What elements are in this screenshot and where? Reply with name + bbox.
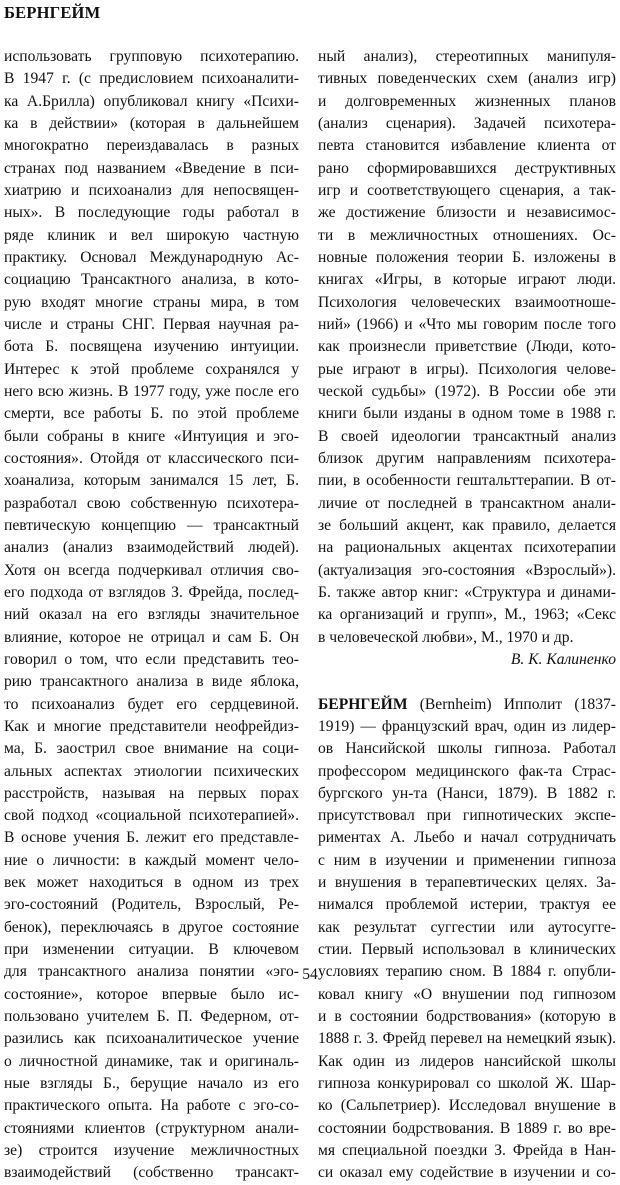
text-line: как результат суггестии или аутосугге- xyxy=(318,918,616,936)
text-line: ма, Б. заострил свое внимание на соци- xyxy=(4,740,299,758)
text-line: рые играют в игры). Психология челове- xyxy=(318,360,616,378)
text-line: использовать групповую психотерапию. xyxy=(4,48,299,65)
text-line: Интерес к этой проблеме сохранялся у xyxy=(4,360,299,378)
text-line: социацию Трансактного анализа, в кото- xyxy=(4,271,299,289)
text-line: ческой судьбы» (1972). В России обе эти xyxy=(318,382,616,400)
text-line: стии. Первый использовал в клинических xyxy=(318,941,616,959)
text-line: 1919) — французский врач, один из лидер- xyxy=(318,717,616,735)
text-line: (анализ сценария). Задачей психотера- xyxy=(318,114,616,132)
article-signature: В. К. Калиненко xyxy=(510,650,616,668)
text-line: в человеческой любви», М., 1970 и др. xyxy=(318,628,574,646)
text-line: Б. также автор книг: «Структура и динами- xyxy=(318,583,616,601)
text-line: ных». В последующие годы работал в xyxy=(4,204,299,222)
text-line: книгах «Игры, в которые играют люди. xyxy=(318,271,616,289)
text-line: ний оказал на его взгляды значительное xyxy=(4,606,299,624)
text-line: смерти, все работы Б. по этой проблеме xyxy=(4,405,299,423)
text-line: как произнесли приветствие (Люди, кото- xyxy=(318,338,616,356)
text-line: риментах А. Льебо и начал сотрудничать xyxy=(318,829,616,847)
entry-headword: БЕРНГЕЙМ xyxy=(318,695,408,713)
text-line: то психоанализ будет его сердцевиной. xyxy=(4,695,299,713)
entry-body xyxy=(318,716,616,1185)
text-line: профессором медицинского фак-та Страс- xyxy=(318,762,616,780)
text-line: присутствовал при гипнотических экспе- xyxy=(318,807,616,825)
text-line: странах под названием «Введение в пси- xyxy=(4,159,299,177)
text-line: были собраны в книге «Интуиция и эго- xyxy=(4,427,299,445)
running-head: БЕРНГЕЙМ xyxy=(4,3,101,22)
text-line: певта становится избавление клиента от xyxy=(318,137,616,155)
text-line: В 1947 г. (с предисловием психоаналити- xyxy=(4,70,299,88)
left-column xyxy=(4,46,299,1185)
text-line: и долговременных жизненных планов xyxy=(318,92,616,110)
text-line: близок другим направлениям психотера- xyxy=(318,449,616,467)
text-line: ряде клиник и вел широкую частную xyxy=(4,226,299,244)
entry-separator xyxy=(318,671,616,693)
text-line: о личностной динамике, так и оригиналь- xyxy=(4,1052,299,1070)
text-line: нимался проблемой истерии, трактуя ее xyxy=(318,896,616,914)
text-line: стояниями клиентов (структурном анали- xyxy=(4,1119,299,1137)
text-line: ов Нансийской школы гипноза. Работал xyxy=(318,740,616,758)
text-line: бенок), переключаясь в другое состояние xyxy=(4,918,299,936)
text-line: Как один из лидеров нансийской школы xyxy=(318,1052,616,1070)
text-line: тивных поведенческих схем (анализ игр) xyxy=(318,70,616,88)
text-line: условиях терапию сном. В 1884 г. опубли- xyxy=(318,963,616,981)
text-line: зе больший акцент, как правило, делается xyxy=(318,516,616,534)
text-line: ти в межличностных отношениях. Ос- xyxy=(318,226,616,244)
text-line: ный анализ), стереотипных манипуля- xyxy=(318,48,616,65)
text-line: Как и многие представители неофрейдиз- xyxy=(4,717,299,735)
text-line: при изменении ситуации. В ключевом xyxy=(4,941,299,959)
text-line: рано сформировавшихся деструктивных xyxy=(318,159,616,177)
text-line: состояния». Отойдя от классического пси- xyxy=(4,449,299,467)
text-line: рию трансактного анализа в виде яблока, xyxy=(4,673,299,691)
text-line: эго-состояний (Родитель, Взрослый, Ре- xyxy=(4,896,299,914)
text-line: гипноза конкурировал со школой Ж. Шар- xyxy=(318,1075,616,1093)
text-line: практику. Основал Международную Ас- xyxy=(4,248,299,266)
text-line: свой подход «социальной психотерапией». xyxy=(4,807,299,825)
text-line: практического опыта. На работе с эго-со- xyxy=(4,1097,299,1115)
text-line: взаимодействий (собственно трансакт- xyxy=(4,1164,299,1182)
text-line: многократно переиздавалась в разных xyxy=(4,137,299,155)
text-line: ка организаций и групп», М., 1963; «Секс xyxy=(318,606,616,624)
text-line: певтическую концепцию — трансактный xyxy=(4,516,299,534)
page-number: 54 xyxy=(302,966,318,983)
text-line: ний» (1966) и «Что мы говорим после того xyxy=(318,315,616,333)
right-column-continuation xyxy=(318,46,616,649)
entry-first-line-text: (Bernheim) Ипполит (1837- xyxy=(407,695,616,713)
text-line: анализ (анализ взаимодействий людей). xyxy=(4,539,299,557)
text-line: игр и соответствующего сценария, а так- xyxy=(318,181,616,199)
text-line: ка в действии» (которая в дальнейшем xyxy=(4,114,299,132)
entry-first-line xyxy=(318,694,616,716)
text-line: ние о личности: в каждый момент чело- xyxy=(4,851,299,869)
text-line: мя специальной поездки З. Фрейда в Нан- xyxy=(318,1142,616,1160)
text-line: разработал свою собственную психотера- xyxy=(4,494,299,512)
text-line: Хотя он всегда подчеркивал отличия сво- xyxy=(4,561,299,579)
text-line: ко (Сальпетриер). Исследовал внушение в xyxy=(318,1097,616,1115)
text-line: хиатрию и психоанализ для непосвящен- xyxy=(4,181,299,199)
text-line: и в состоянии бодрствования» (которую в xyxy=(318,1008,616,1026)
right-column xyxy=(318,46,616,1185)
text-line: пользовано учителем Б. П. Федерном, от- xyxy=(4,1008,299,1026)
text-line: Психология человеческих взаимоотноше- xyxy=(318,293,616,311)
text-line: альных аспектах этиологии психических xyxy=(4,762,299,780)
text-line: ные взгляды Б., берущие начало из его xyxy=(4,1075,299,1093)
text-line: зе) строится изучение межличностных xyxy=(4,1142,299,1160)
text-line: век может находиться в одном из трех xyxy=(4,874,299,892)
text-line: рую входят многие страны мира, в том xyxy=(4,293,299,311)
text-line: пии, в особенности гештальттерапии. В от- xyxy=(318,472,616,490)
text-line: расстройств, называя на первых порах xyxy=(4,784,299,802)
text-line: для трансактного анализа понятии «эго- xyxy=(4,963,299,981)
text-line: личие от последней в трансактном анали- xyxy=(318,494,616,512)
text-line: состоянии бодрствования. В 1889 г. во вре- xyxy=(318,1119,616,1137)
text-line: книги были изданы в одном томе в 1988 г. xyxy=(318,405,616,423)
text-line: хоанализа, которым занимался 15 лет, Б. xyxy=(4,472,299,490)
text-line: говорил о том, что если представить тео- xyxy=(4,650,299,668)
text-line: него всю жизнь. В 1977 году, уже после его xyxy=(4,382,299,400)
text-line: си оказал ему содействие в изучении и со- xyxy=(318,1164,616,1182)
text-line: на рациональных акцентах психотерапии xyxy=(318,539,616,557)
text-line: влияние, которое не отрицал и сам Б. Он xyxy=(4,628,299,646)
text-line: состояние», которое впервые было ис- xyxy=(4,985,299,1003)
text-line: числе и страны СНГ. Первая научная ра- xyxy=(4,315,299,333)
text-line: бургского ун-та (Нанси, 1879). В 1882 г. xyxy=(318,784,616,802)
text-line: и внушения в терапевтических целях. За- xyxy=(318,874,616,892)
text-line: 1888 г. З. Фрейд перевел на немецкий язык). xyxy=(318,1030,616,1048)
text-line: В основе учения Б. лежит его представле- xyxy=(4,829,299,847)
text-line: ка А.Брилла) опубликовал книгу «Психи- xyxy=(4,92,299,110)
text-line: ковал книгу «О внушении под гипнозом xyxy=(318,985,616,1003)
text-line: (актуализация эго-состояния «Взрослый»). xyxy=(318,561,616,579)
text-line: новные положения теории Б. изложены в xyxy=(318,248,616,266)
text-line: бота Б. посвящена изучению интуиции. xyxy=(4,338,299,356)
text-line: разились как психоаналитическое учение xyxy=(4,1030,299,1048)
text-line: его подхода от взглядов З. Фрейда, послед- xyxy=(4,583,299,601)
text-line: же достижение близости и независимос- xyxy=(318,204,616,222)
text-line: с ним в изучении и применении гипноза xyxy=(318,851,616,869)
text-line: В своей идеологии трансактный анализ xyxy=(318,427,616,445)
